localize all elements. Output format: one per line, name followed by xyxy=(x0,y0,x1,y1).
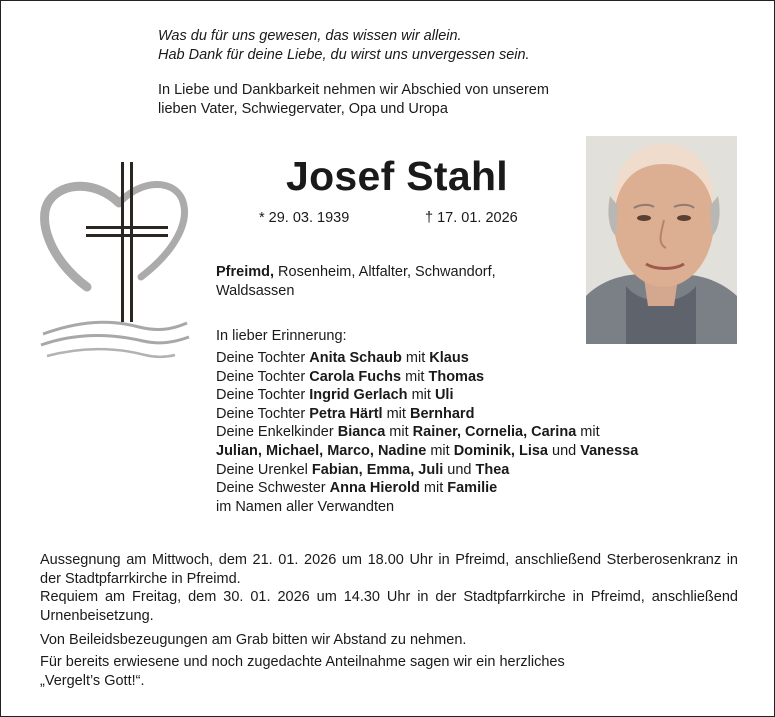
relative-text: Deine Tochter xyxy=(216,405,310,422)
relative-text: mit xyxy=(382,405,410,422)
relative-name: Thea xyxy=(475,461,510,478)
relatives-line xyxy=(216,349,746,368)
birth-date: * 29. 03. 1939 xyxy=(259,210,350,226)
relative-text: Deine Enkelkinder xyxy=(216,424,338,441)
relatives-list xyxy=(216,349,746,516)
relatives-line xyxy=(216,479,746,498)
places xyxy=(216,263,576,300)
remembrance-title: In lieber Erinnerung: xyxy=(216,328,347,344)
relative-name: Ingrid Gerlach xyxy=(309,387,408,404)
paragraph-dank: Für bereits erwiesene und noch zugedachte Anteilnahme sagen wir ein herzliches „Vergelt’s Gott!“. xyxy=(40,654,565,689)
relative-name: Vanessa xyxy=(580,442,639,459)
paragraph-beileid: Von Beileidsbezeugungen am Grab bitten wir Abstand zu nehmen. xyxy=(40,632,467,648)
relative-name: Petra Härtl xyxy=(309,405,383,422)
relative-text: im Namen aller Verwandten xyxy=(216,498,395,515)
relatives-line xyxy=(216,498,746,517)
relative-name: Familie xyxy=(447,480,498,497)
relative-text: mit xyxy=(407,387,435,404)
relative-name: Fabian, Emma, Juli xyxy=(311,461,444,478)
relative-text: und xyxy=(547,442,581,459)
relatives-line xyxy=(216,461,746,480)
relative-name: Uli xyxy=(434,387,454,404)
relative-text: mit xyxy=(419,480,448,497)
death-date: † 17. 01. 2026 xyxy=(425,210,518,226)
relative-text: mit xyxy=(385,424,413,441)
relative-name: Carola Fuchs xyxy=(309,368,402,385)
heart-cross-waves-icon xyxy=(39,159,191,369)
places-line2: Waldsassen xyxy=(216,282,295,299)
relative-text: Deine Schwester xyxy=(216,480,330,497)
relative-name: Thomas xyxy=(428,368,485,385)
relative-text: Deine Urenkel xyxy=(216,461,312,478)
motto: Was du für uns gewesen, das wissen wir allein. Hab Dank für deine Liebe, du wirst uns unvergessen sein. xyxy=(158,28,530,63)
relative-text: Deine Tochter xyxy=(216,387,310,404)
places-main: Pfreimd, xyxy=(216,264,275,280)
relative-text: und xyxy=(443,461,476,478)
relative-name: Julian, Michael, Marco, Nadine xyxy=(216,442,427,459)
relative-name: Klaus xyxy=(429,350,469,366)
relative-text: mit xyxy=(401,350,430,366)
relatives-line xyxy=(216,423,746,442)
paragraph-aussegnung: Aussegnung am Mittwoch, dem 21. 01. 2026 um 18.00 Uhr in Pfreimd, anschließend Sterberosenkranz in der Stadtpfarrkirche in Pfreimd. xyxy=(40,552,738,587)
relative-name: Bernhard xyxy=(409,405,475,422)
relative-text: mit xyxy=(576,424,600,441)
paragraph-requiem: Requiem am Freitag, dem 30. 01. 2026 um 14.30 Uhr in der Stadtpfarrkirche in Pfreimd, anschließend Urnenbeisetzung. xyxy=(40,589,738,624)
relatives-line xyxy=(216,368,746,387)
places-others: Rosenheim, Altfalter, Schwandorf, xyxy=(278,264,496,280)
relative-name: Bianca xyxy=(337,424,386,441)
relatives-line xyxy=(216,386,746,405)
relative-text: mit xyxy=(401,368,429,385)
relative-text: mit xyxy=(426,442,454,459)
deceased-name: Josef Stahl xyxy=(285,153,509,199)
relatives-line xyxy=(216,442,746,461)
relative-name: Anna Hierold xyxy=(329,480,420,497)
relatives-line xyxy=(216,405,746,424)
relative-name: Dominik, Lisa xyxy=(453,442,548,459)
relative-text: Deine Tochter xyxy=(216,350,310,366)
relative-name: Rainer, Cornelia, Carina xyxy=(412,424,577,441)
relative-text: Deine Tochter xyxy=(216,368,310,385)
portrait-photo xyxy=(586,136,737,344)
intro-text: In Liebe und Dankbarkeit nehmen wir Abschied von unserem lieben Vater, Schwiegervater, Opa und Uropa xyxy=(158,82,549,117)
relative-name: Anita Schaub xyxy=(309,350,402,366)
